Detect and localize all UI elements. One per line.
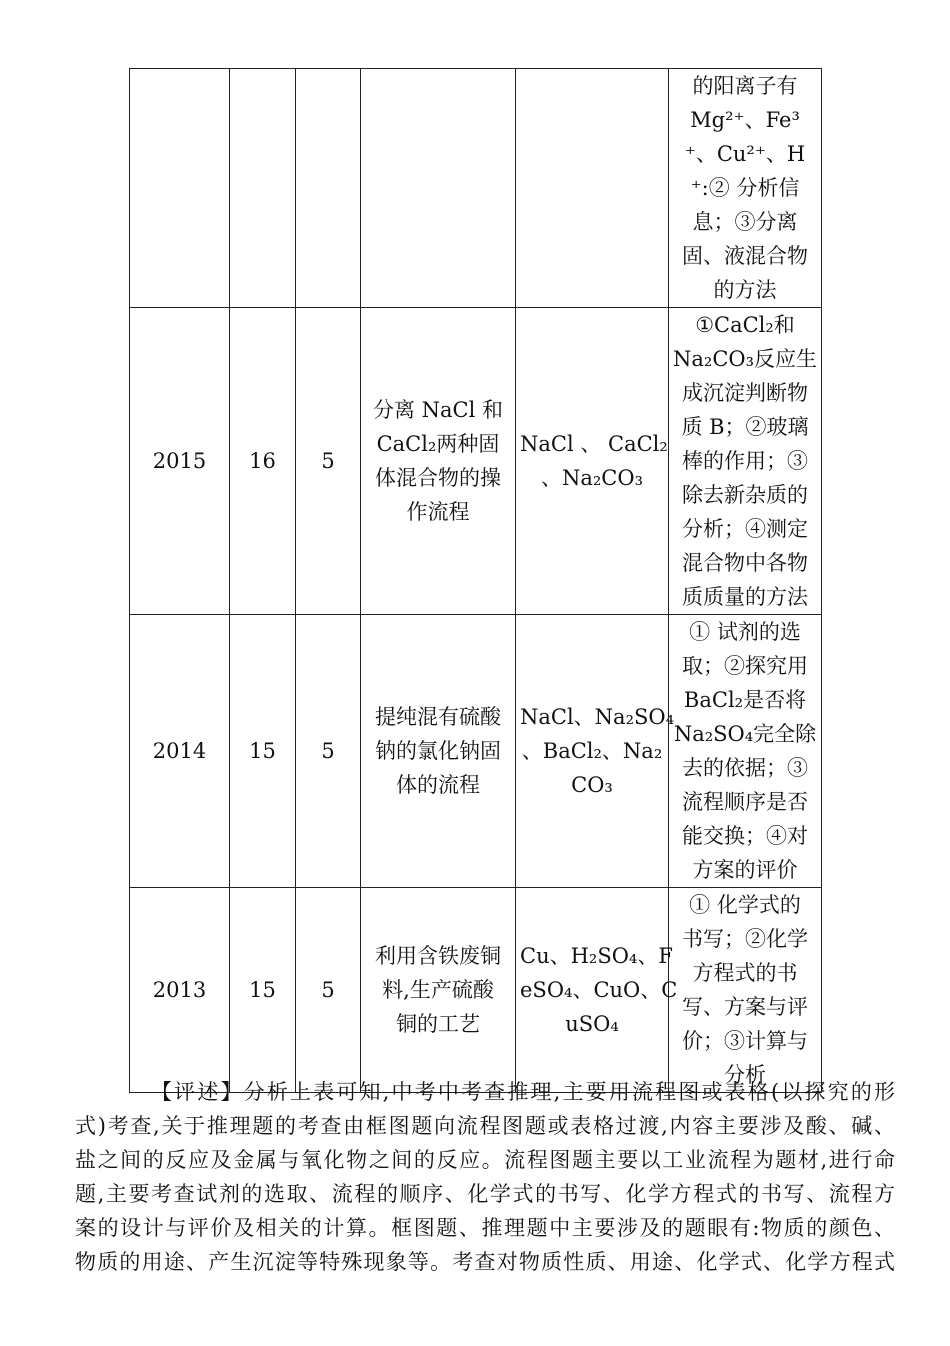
cell-topic-line: CaCl₂两种固 (376, 432, 500, 456)
cell-points-line: Na₂SO₄完全除 (673, 722, 817, 746)
cell-points-line: 除去新杂质的 (682, 483, 808, 507)
cell-topic-line: 体混合物的操 (375, 466, 501, 490)
cell-topic-line: 钠的氯化钠固 (375, 739, 501, 763)
cell-points (669, 888, 822, 1093)
cell-topic-line: 铜的工艺 (396, 1012, 480, 1036)
cell-topic-line: 作流程 (406, 500, 470, 524)
cell-points-line: 固、液混合物 (682, 244, 808, 268)
cell-score: 5 (296, 888, 361, 1093)
cell-points-line: Mg²⁺、Fe³ (690, 108, 800, 132)
cell-substances-line: NaCl、Na₂SO₄ (520, 705, 675, 729)
cell-points-line: 息；③分离 (692, 210, 798, 234)
cell-topic-line: 料,生产硫酸 (382, 978, 494, 1002)
commentary-paragraph (75, 1075, 895, 1279)
exam-analysis-table (129, 68, 822, 1093)
cell-points-line: 方案的评价 (692, 858, 798, 882)
cell-year (130, 69, 230, 308)
cell-points-line: ① 化学式的 (689, 893, 801, 917)
table-row (130, 615, 822, 888)
cell-substances (516, 615, 675, 888)
cell-year: 2014 (130, 615, 230, 888)
cell-points (669, 69, 822, 308)
cell-num: 15 (230, 615, 296, 888)
cell-substances-line: Cu、H₂SO₄、F (520, 944, 673, 968)
cell-substances-line: 、BaCl₂、Na₂ (521, 739, 663, 763)
cell-points-line: 质 B；②玻璃 (681, 415, 809, 439)
cell-points-line: 流程顺序是否 (682, 790, 808, 814)
cell-points-line: 取；②探究用 (682, 654, 808, 678)
cell-substances-line: CO₃ (571, 773, 613, 797)
cell-points-line: ⁺:② 分析信 (690, 176, 800, 200)
cell-points-line: ⁺、Cu²⁺、H (684, 142, 806, 166)
cell-points-line: BaCl₂是否将 (683, 688, 807, 712)
cell-topic (361, 888, 516, 1093)
cell-points-line: 的阳离子有 (692, 74, 798, 98)
cell-points-line: 分析；④测定 (682, 517, 808, 541)
cell-topic (361, 308, 516, 615)
cell-points-line: 棒的作用；③ (682, 449, 808, 473)
cell-substances-line: uSO₄ (565, 1012, 619, 1036)
cell-points-line: 的方法 (713, 278, 777, 302)
cell-points-line: Na₂CO₃反应生 (673, 347, 818, 371)
cell-topic-line: 分离 NaCl 和 (372, 398, 504, 422)
cell-points-line: ① 试剂的选 (689, 620, 801, 644)
cell-points-line: 质质量的方法 (682, 585, 808, 609)
cell-topic (361, 69, 516, 308)
cell-points-line: 去的依据；③ (682, 756, 808, 780)
cell-points (669, 615, 822, 888)
cell-topic-line: 体的流程 (396, 773, 480, 797)
paragraph-line: 题,主要考查试剂的选取、流程的顺序、化学式的书写、化学方程式的书写、流程方 (75, 1182, 895, 1206)
cell-points (669, 308, 822, 615)
cell-points-line: 书写；②化学 (682, 927, 808, 951)
cell-topic (361, 615, 516, 888)
paragraph-line: 盐之间的反应及金属与氧化物之间的反应。流程图题主要以工业流程为题材,进行命 (75, 1148, 895, 1172)
cell-points-line: 价；③计算与 (682, 1029, 808, 1053)
cell-points-line: 混合物中各物 (682, 551, 808, 575)
cell-year: 2015 (130, 308, 230, 615)
cell-num (230, 69, 296, 308)
cell-topic-line: 提纯混有硫酸 (375, 705, 501, 729)
cell-points-line: 成沉淀判断物 (682, 381, 808, 405)
cell-score (296, 69, 361, 308)
cell-substances-line: eSO₄、CuO、C (520, 978, 678, 1002)
cell-num: 15 (230, 888, 296, 1093)
cell-score: 5 (296, 308, 361, 615)
cell-score: 5 (296, 615, 361, 888)
cell-points-line: 能交换；④对 (682, 824, 808, 848)
table-row (130, 888, 822, 1093)
table-row (130, 69, 822, 308)
cell-substances (516, 308, 669, 615)
cell-points-line: 方程式的书 (692, 961, 798, 985)
cell-substances-line: NaCl 、 CaCl₂ (520, 432, 668, 456)
paragraph-line: 【评述】分析上表可知,中考中考查推理,主要用流程图或表格(以探究的形 (151, 1080, 895, 1104)
cell-topic-line: 利用含铁废铜 (375, 944, 501, 968)
cell-points-line: 分析 (724, 1063, 766, 1087)
cell-substances (516, 888, 678, 1093)
cell-points-line: ①CaCl₂和 (695, 313, 795, 337)
cell-year: 2013 (130, 888, 230, 1093)
table-row (130, 308, 822, 615)
cell-substances (516, 69, 669, 308)
paragraph-line: 式)考查,关于推理题的考查由框图题向流程图题或表格过渡,内容主要涉及酸、碱、 (75, 1114, 895, 1138)
cell-substances-line: 、Na₂CO₃ (540, 466, 644, 490)
table-body (130, 69, 822, 1093)
paragraph-line: 物质的用途、产生沉淀等特殊现象等。考查对物质性质、用途、化学式、化学方程式 (75, 1250, 895, 1274)
cell-num: 16 (230, 308, 296, 615)
paragraph-line: 案的设计与评价及相关的计算。框图题、推理题中主要涉及的题眼有:物质的颜色、 (75, 1216, 895, 1240)
cell-points-line: 写、方案与评 (682, 995, 808, 1019)
